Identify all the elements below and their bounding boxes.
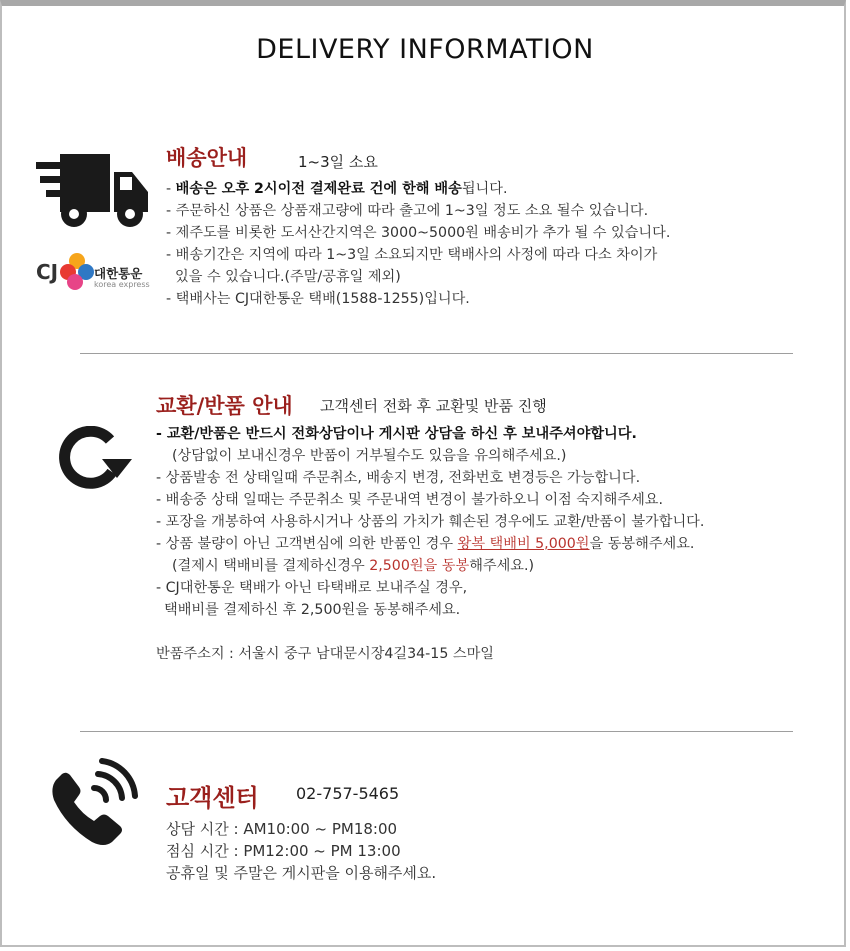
delivery-title: 배송안내 [166, 146, 248, 170]
cj-logistics-logo [36, 248, 156, 294]
list-item: - 배송기간은 지역에 따라 1~3일 소요되지만 택배사의 사정에 따라 다소 차이가 [166, 247, 658, 263]
phone-icon [46, 758, 138, 850]
divider [80, 353, 793, 354]
list-item: 있을 수 있습니다.(주말/공휴일 제외) [166, 269, 401, 285]
list-item: - 택배사는 CJ대한통운 택배(1588-1255)입니다. [166, 291, 470, 307]
list-item: - CJ대한통운 택배가 아닌 타택배로 보내주실 경우, [156, 580, 468, 596]
cj-mark: CJ [36, 260, 59, 284]
cj-flower-icon [60, 250, 94, 294]
customer-center-info [166, 818, 436, 884]
customer-center-phone: 02-757-5465 [296, 784, 400, 803]
list-item: - 상품 불량이 아닌 고객변심에 의한 반품인 경우 왕복 택배비 5,000원을 동봉해주세요. [156, 536, 695, 552]
cj-name: 대한통운 [94, 266, 143, 281]
exchange-subtitle: 고객센터 전화 후 교환및 반품 진행 [320, 397, 547, 415]
list-item: - 배송중 상태 일때는 주문취소 및 주문내역 변경이 불가하오니 이점 숙지해주세요. [156, 492, 663, 508]
list-item: - 교환/반품은 반드시 전화상담이나 게시판 상담을 하신 후 보내주셔야합니다. [156, 426, 637, 442]
list-item: 택배비를 결제하신 후 2,500원을 동봉해주세요. [164, 602, 461, 618]
holiday-notice: 공휴일 및 주말은 게시판을 이용해주세요. [166, 864, 437, 882]
divider [80, 731, 793, 732]
lunch-hours: 점심 시간 : PM12:00 ~ PM 13:00 [166, 842, 401, 860]
delivery-list [166, 178, 670, 310]
exchange-title: 교환/반품 안내 [156, 394, 293, 418]
list-item: - 제주도를 비롯한 도서산간지역은 3000~5000원 배송비가 추가 될 수 있습니다. [166, 225, 671, 241]
cj-tagline: korea express [94, 280, 150, 289]
consult-hours: 상담 시간 : AM10:00 ~ PM18:00 [166, 820, 398, 838]
return-fee-highlight: 왕복 택배비 5,000원 [457, 536, 590, 552]
delivery-subtitle: 1~3일 소요 [298, 153, 378, 171]
list-item: - 배송은 오후 2시이전 결제완료 건에 한해 배송됩니다. [166, 181, 508, 197]
list-item: (결제시 택배비를 결제하신경우 2,500원을 동봉해주세요.) [172, 558, 535, 574]
customer-center-title: 고객센터 [166, 784, 259, 812]
exchange-list [156, 423, 704, 665]
rotate-arrow-icon [54, 426, 138, 492]
truck-icon [36, 154, 150, 230]
return-fee-highlight: 2,500원을 동봉 [369, 558, 470, 574]
list-item: - 포장을 개봉하여 사용하시거나 상품의 가치가 훼손된 경우에도 교환/반품이 불가합니다. [156, 514, 705, 530]
list-item: (상담없이 보내신경우 반품이 거부될수도 있음을 유의해주세요.) [172, 448, 567, 464]
return-address: 반품주소지 : 서울시 중구 남대문시장4길34-15 스마일 [156, 646, 494, 662]
list-item: - 상품발송 전 상태일때 주문취소, 배송지 변경, 전화번호 변경등은 가능합니다. [156, 470, 641, 486]
list-item: - 주문하신 상품은 상품재고량에 따라 출고에 1~3일 정도 소요 될수 있습니다. [166, 203, 649, 219]
page-title: DELIVERY INFORMATION [256, 34, 594, 65]
